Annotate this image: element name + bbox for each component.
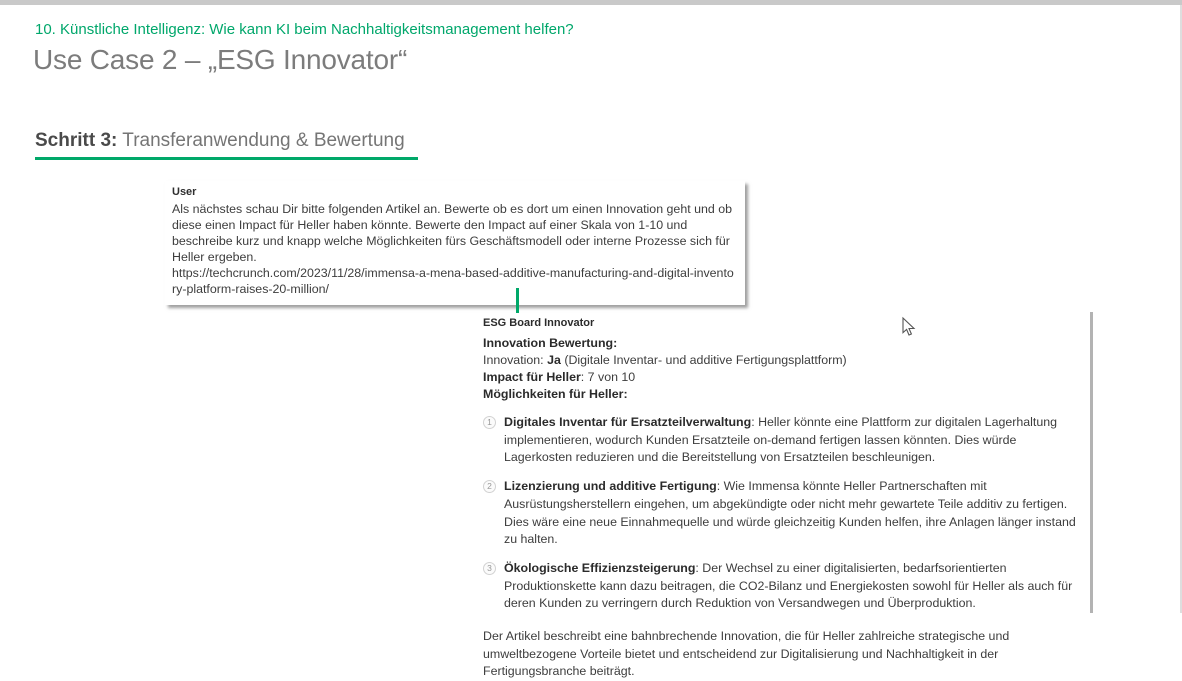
opportunity-list	[483, 414, 1083, 613]
list-item-body: : Heller könnte eine Plattform zur digitalen Lagerhaltung implementieren, wodurch Kunden Ersatzteile on-demand fertigen lassen könnten. Dies würde Lagerkosten reduzieren und die Bereitstellung von Ersatzteilen beschleunigen.	[504, 415, 1058, 465]
list-item	[483, 414, 1083, 467]
innovation-label: Innovation:	[483, 353, 548, 367]
chat-panel-scrollbar[interactable]	[1090, 312, 1093, 613]
list-item	[483, 560, 1083, 613]
list-item	[483, 478, 1083, 549]
impact-line	[483, 369, 1083, 386]
list-item-title: Lizenzierung und additive Fertigung	[504, 479, 717, 494]
impact-value: : 7 von 10	[580, 370, 636, 384]
user-message-link[interactable]: https://techcrunch.com/2023/11/28/immensa-a-mena-based-additive-manufacturing-and-digital-inventory-platform-raises-20-million/	[172, 266, 734, 296]
assistant-message	[483, 317, 1083, 681]
impact-label: Impact für Heller	[483, 370, 581, 384]
opportunities-heading: Möglichkeiten für Heller:	[483, 387, 628, 401]
list-item-body: : Wie Immensa könnte Heller Partnerschaften mit Ausrüstungsherstellern eingehen, um abgekündigte oder nicht mehr gewartete Teile additiv zu fertigen. Dies wäre eine neue Einnahmequelle und würde gleichzeitig Kunden helfen, ihre Anlagen länger instand zu halten.	[504, 479, 1076, 547]
innovation-rating-heading: Innovation Bewertung:	[483, 336, 618, 350]
page-title: Use Case 2 – „ESG Innovator“	[33, 44, 408, 75]
list-item-title: Ökologische Effizienzsteigerung	[504, 560, 696, 575]
list-item-text	[504, 560, 1080, 613]
user-message-card	[165, 181, 745, 305]
innovation-value: Ja	[547, 353, 561, 367]
message-connector-line	[516, 288, 519, 313]
list-item-body: : Der Wechsel zu einer digitalisierten, bedarfsorientierten Produktionskette kann dazu beitragen, die CO2-Bilanz und Energiekosten sowohl für Heller als auch für deren Kunden zu verringern durch Reduktion von Versandwegen und Überproduktion.	[504, 560, 1073, 611]
step-label: Schritt 3:	[35, 130, 118, 151]
innovation-detail: (Digitale Inventar- und additive Fertigungsplattform)	[560, 353, 847, 367]
innovation-line	[483, 352, 1083, 369]
step-title: Transferanwendung & Bewertung	[117, 130, 405, 151]
list-number-badge: 2	[483, 480, 496, 493]
assistant-message-sender: ESG Board Innovator	[483, 317, 595, 329]
user-message-body: Als nächstes schau Dir bitte folgenden Artikel an. Bewerte ob es dort um einen Innovation geht und ob diese einen Impact für Heller haben könnte. Bewerte den Impact auf einer Skala von 1-10 und beschreibe kurz und knapp welche Möglichkeiten fürs Geschäftsmodell oder interne Prozesse sich für Heller ergeben.	[172, 202, 732, 264]
assistant-summary: Der Artikel beschreibt eine bahnbrechende Innovation, die für Heller zahlreiche strategische und umweltbezogene Vorteile bietet und entscheidend zur Digitalisierung und Nachhaltigkeit in der Fertigungsbranche beiträgt.	[483, 629, 1010, 679]
window-top-edge	[0, 0, 1182, 5]
step-heading	[35, 130, 405, 152]
list-number-badge: 3	[483, 562, 496, 575]
step-underline-accent	[35, 157, 418, 160]
list-item-text	[504, 478, 1080, 549]
user-message-sender: User	[172, 186, 197, 198]
section-kicker: 10. Künstliche Intelligenz: Wie kann KI beim Nachhaltigkeitsmanagement helfen?	[35, 21, 574, 38]
list-number-badge: 1	[483, 416, 496, 429]
list-item-text	[504, 414, 1080, 467]
list-item-title: Digitales Inventar für Ersatzteilverwaltung	[504, 415, 752, 429]
